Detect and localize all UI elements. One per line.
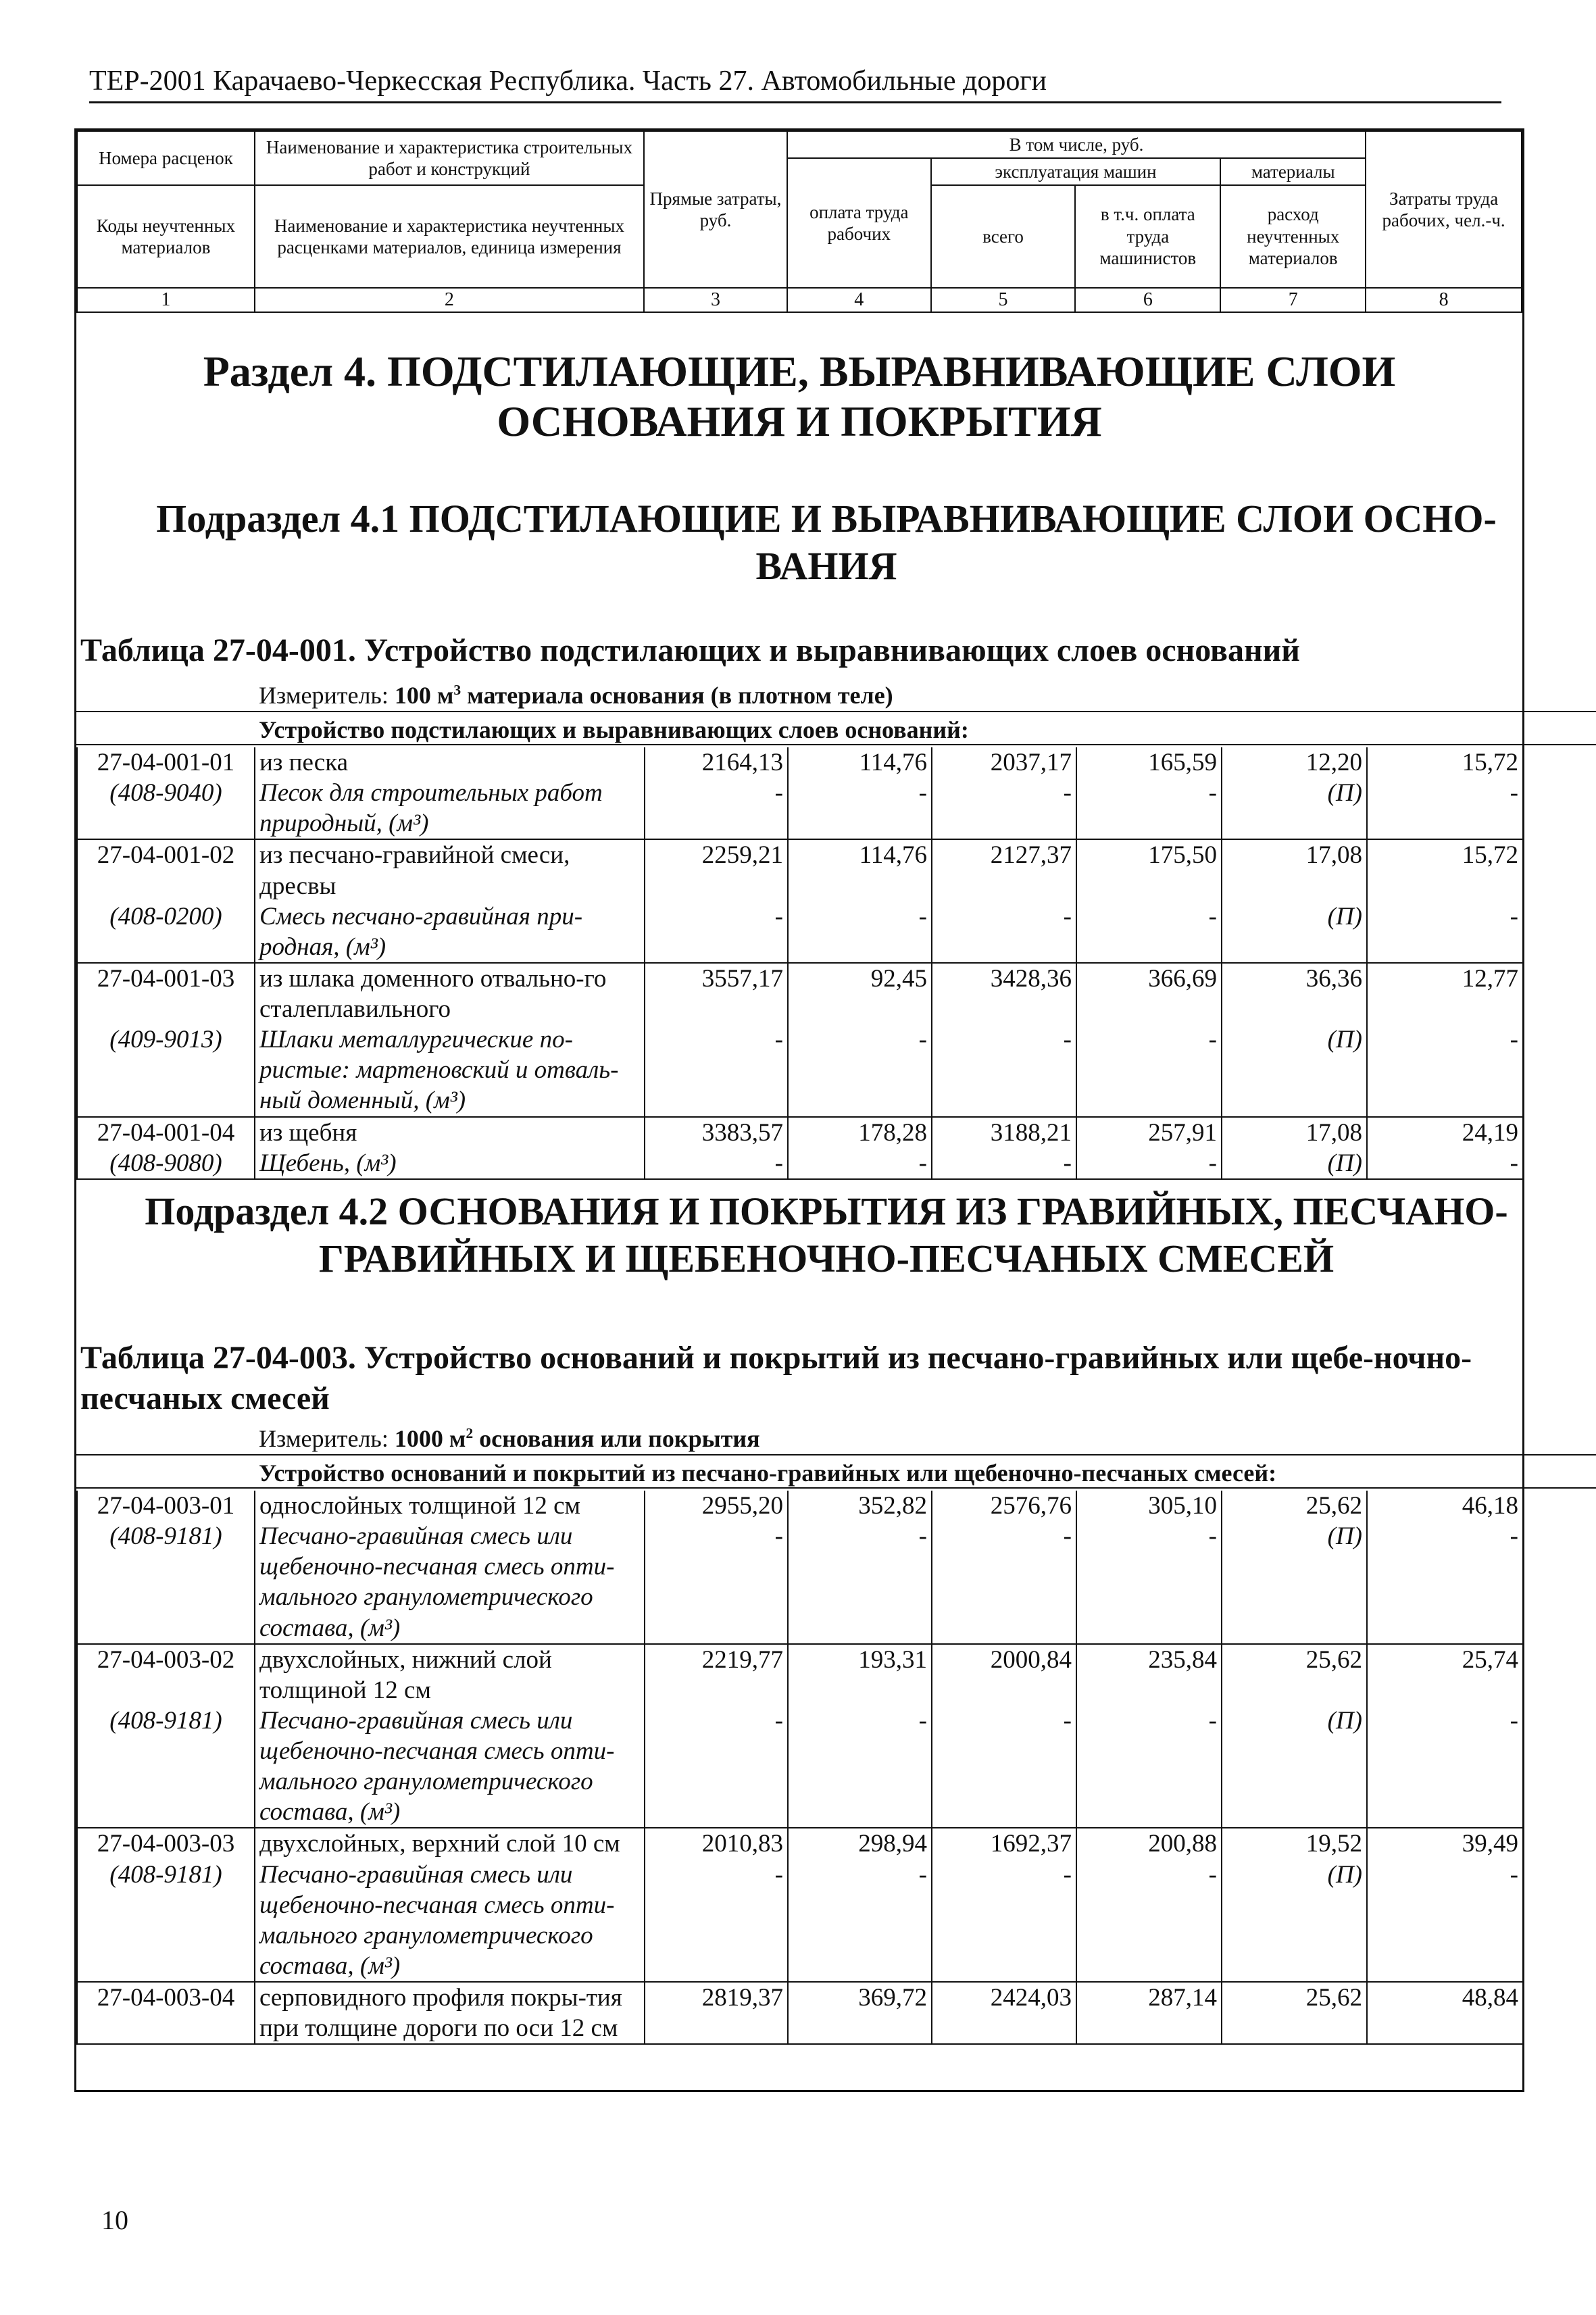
material-code: (408-9080) — [77, 1148, 255, 1179]
group-heading: Устройство оснований и покрытий из песчано-гравийных или щебеночно-песчаных смесей: — [76, 1459, 1596, 1489]
material-worker-wages: - — [788, 901, 932, 963]
rate-row — [77, 1828, 1523, 1859]
machines-total: 1692,37 — [932, 1828, 1076, 1859]
rate-code: 27-04-001-03 — [77, 963, 255, 1024]
material-machines-total: - — [932, 1024, 1076, 1116]
col3-header: Прямые затраты, руб. — [644, 131, 787, 288]
material-code: (408-9181) — [77, 1521, 255, 1644]
material-code: (408-9181) — [77, 1860, 255, 1983]
rate-row — [77, 1117, 1523, 1148]
material-name: Песчано-гравийная смесь или щебеночно-песчаная смесь опти-мального гранулометрического состава, (м³) — [255, 1860, 645, 1983]
material-code: (409-9013) — [77, 1024, 255, 1116]
material-machinist-wages: - — [1076, 1521, 1222, 1644]
column-number: 2 — [255, 288, 644, 312]
machines-total: 2127,37 — [932, 839, 1076, 901]
materials-cost: 19,52 — [1222, 1828, 1367, 1859]
material-machinist-wages: - — [1076, 1706, 1222, 1828]
rate-row — [77, 839, 1523, 901]
material-worker-wages: - — [788, 1148, 932, 1179]
material-consumption: (П) — [1222, 1024, 1367, 1116]
subsection-title: Подраздел 4.2 ОСНОВАНИЯ И ПОКРЫТИЯ ИЗ ГРАВИЙНЫХ, ПЕСЧАНО-ГРАВИЙНЫХ И ЩЕБЕНОЧНО-ПЕСЧАНЫХ СМЕСЕЙ — [145, 1189, 1508, 1280]
materials-cost: 25,62 — [1222, 1644, 1367, 1706]
machines-total: 2576,76 — [932, 1491, 1076, 1521]
material-machines-total: - — [932, 1706, 1076, 1828]
work-description: из щебня — [255, 1117, 645, 1148]
table-title: Таблица 27-04-003. Устройство оснований и покрытий из песчано-гравийных или щебе-ночно-песчаных смесей — [80, 1340, 1472, 1416]
direct-costs: 3557,17 — [645, 963, 788, 1024]
page-number: 10 — [101, 2205, 128, 2235]
material-worker-wages: - — [788, 1860, 932, 1983]
material-consumption: (П) — [1222, 1148, 1367, 1179]
materials-cost: 12,20 — [1222, 747, 1367, 778]
machinist-wages: 200,88 — [1076, 1828, 1222, 1859]
material-name: Шлаки металлургические по-ристые: мартеновский и отваль-ный доменный, (м³) — [255, 1024, 645, 1116]
labor-hours: 25,74 — [1367, 1644, 1523, 1706]
meter-prefix: Измеритель: — [259, 1425, 395, 1452]
material-name: Песчано-гравийная смесь или щебеночно-песчаная смесь опти-мального гранулометрического состава, (м³) — [255, 1521, 645, 1644]
rate-code: 27-04-001-02 — [77, 839, 255, 901]
material-name: Щебень, (м³) — [255, 1148, 645, 1179]
labor-hours: 15,72 — [1367, 839, 1523, 901]
machinist-wages: 235,84 — [1076, 1644, 1222, 1706]
table-meter — [76, 1424, 1596, 1455]
meter-sup: 2 — [466, 1425, 474, 1441]
machines-total: 3188,21 — [932, 1117, 1076, 1148]
group-heading: Устройство подстилающих и выравнивающих слоев оснований: — [76, 716, 1596, 745]
material-machines-total: - — [932, 1521, 1076, 1644]
worker-wages: 92,45 — [788, 963, 932, 1024]
col1-header-top: Номера расценок — [77, 131, 255, 185]
material-consumption: (П) — [1222, 1706, 1367, 1828]
work-description: серповидного профиля покры-тия при толщине дороги по оси 12 см — [255, 1982, 645, 2044]
direct-costs: 2259,21 — [645, 839, 788, 901]
column-number: 8 — [1366, 288, 1522, 312]
material-direct-costs: - — [645, 1024, 788, 1116]
rate-code: 27-04-003-01 — [77, 1491, 255, 1521]
labor-hours: 12,77 — [1367, 963, 1523, 1024]
section-title: Раздел 4. ПОДСТИЛАЮЩИЕ, ВЫРАВНИВАЮЩИЕ СЛОИ ОСНОВАНИЯ И ПОКРЫТИЯ — [203, 347, 1396, 445]
col2-header-top: Наименование и характеристика строительных работ и конструкций — [255, 131, 644, 185]
material-labor-hours: - — [1367, 1148, 1523, 1179]
rate-code: 27-04-001-01 — [77, 747, 255, 778]
column-header-table — [76, 130, 1522, 313]
material-labor-hours: - — [1367, 778, 1523, 839]
material-labor-hours: - — [1367, 1024, 1523, 1116]
rates-table-27-04-003 — [76, 1491, 1524, 2045]
material-consumption: (П) — [1222, 1521, 1367, 1644]
material-row — [77, 1024, 1523, 1116]
machines-total: 2037,17 — [932, 747, 1076, 778]
material-row — [77, 778, 1523, 839]
material-row — [77, 1148, 1523, 1179]
machinist-wages: 305,10 — [1076, 1491, 1222, 1521]
rate-code: 27-04-003-03 — [77, 1828, 255, 1859]
table-meter — [76, 681, 1596, 712]
material-worker-wages: - — [788, 1521, 932, 1644]
running-header: ТЕР-2001 Карачаево-Черкесская Республика. Часть 27. Автомобильные дороги — [89, 65, 1501, 103]
material-code: (408-9040) — [77, 778, 255, 839]
machinist-wages: 287,14 — [1076, 1982, 1222, 2044]
direct-costs: 2164,13 — [645, 747, 788, 778]
machines-total: 2424,03 — [932, 1982, 1076, 2044]
material-machines-total: - — [932, 778, 1076, 839]
material-direct-costs: - — [645, 1148, 788, 1179]
labor-hours: 15,72 — [1367, 747, 1523, 778]
labor-hours: 24,19 — [1367, 1117, 1523, 1148]
material-worker-wages: - — [788, 1024, 932, 1116]
labor-hours: 46,18 — [1367, 1491, 1523, 1521]
direct-costs: 2010,83 — [645, 1828, 788, 1859]
labor-hours: 48,84 — [1367, 1982, 1523, 2044]
material-direct-costs: - — [645, 1521, 788, 1644]
rate-row — [77, 1491, 1523, 1521]
meter-prefix: Измеритель: — [259, 682, 395, 709]
rate-row — [77, 1982, 1523, 2044]
machines-total: 2000,84 — [932, 1644, 1076, 1706]
work-description: из песчано-гравийной смеси, дресвы — [255, 839, 645, 901]
material-machinist-wages: - — [1076, 1024, 1222, 1116]
material-worker-wages: - — [788, 1706, 932, 1828]
work-description: двухслойных, нижний слой толщиной 12 см — [255, 1644, 645, 1706]
material-machines-total: - — [932, 1860, 1076, 1983]
table-body-2 — [76, 1491, 1522, 2045]
materials-cost: 25,62 — [1222, 1491, 1367, 1521]
direct-costs: 2955,20 — [645, 1491, 788, 1521]
column-number: 7 — [1220, 288, 1366, 312]
rate-row — [77, 963, 1523, 1024]
direct-costs: 3383,57 — [645, 1117, 788, 1148]
machinist-wages: 366,69 — [1076, 963, 1222, 1024]
work-description: из песка — [255, 747, 645, 778]
meter-value: 1000 м — [394, 1425, 466, 1452]
material-consumption: (П) — [1222, 778, 1367, 839]
materials-header: материалы — [1220, 158, 1366, 185]
rate-row — [77, 747, 1523, 778]
incl-header: В том числе, руб. — [787, 131, 1366, 158]
column-number: 1 — [77, 288, 255, 312]
table-body-1 — [76, 747, 1522, 1180]
rates-table-27-04-001 — [76, 747, 1524, 1180]
material-name: Песчано-гравийная смесь или щебеночно-песчаная смесь опти-мального гранулометрического состава, (м³) — [255, 1706, 645, 1828]
machinist-wages: 175,50 — [1076, 839, 1222, 901]
material-machinist-wages: - — [1076, 778, 1222, 839]
material-direct-costs: - — [645, 1860, 788, 1983]
material-direct-costs: - — [645, 1706, 788, 1828]
subsection-title: Подраздел 4.1 ПОДСТИЛАЮЩИЕ И ВЫРАВНИВАЮЩИЕ СЛОИ ОСНО-ВАНИЯ — [156, 497, 1497, 588]
material-machinist-wages: - — [1076, 901, 1222, 963]
worker-wages: 193,31 — [788, 1644, 932, 1706]
column-number: 4 — [787, 288, 931, 312]
price-table-sheet — [74, 128, 1524, 2092]
material-row — [77, 901, 1523, 963]
material-machinist-wages: - — [1076, 1148, 1222, 1179]
col1-header-bottom: Коды неучтенных материалов — [77, 185, 255, 288]
col5-header: всего — [931, 185, 1076, 288]
material-row — [77, 1706, 1523, 1828]
column-number: 6 — [1075, 288, 1220, 312]
machines-header: эксплуатация машин — [931, 158, 1221, 185]
material-name: Песок для строительных работ природный, (м³) — [255, 778, 645, 839]
column-number: 5 — [931, 288, 1076, 312]
work-description: из шлака доменного отвально-го сталеплавильного — [255, 963, 645, 1024]
worker-wages: 114,76 — [788, 747, 932, 778]
material-machines-total: - — [932, 1148, 1076, 1179]
col4-header: оплата труда рабочих — [787, 158, 931, 288]
meter-sup: 3 — [453, 682, 462, 698]
column-number: 3 — [644, 288, 787, 312]
materials-cost: 25,62 — [1222, 1982, 1367, 2044]
meter-value: 100 м — [394, 682, 454, 709]
col2-header-bottom: Наименование и характеристика неучтенных расценками материалов, единица измерения — [255, 185, 644, 288]
material-code: (408-0200) — [77, 901, 255, 963]
work-description: двухслойных, верхний слой 10 см — [255, 1828, 645, 1859]
materials-cost: 17,08 — [1222, 1117, 1367, 1148]
rate-code: 27-04-003-02 — [77, 1644, 255, 1706]
col6-header: в т.ч. оплата труда машинистов — [1075, 185, 1220, 288]
material-row — [77, 1521, 1523, 1644]
materials-cost: 36,36 — [1222, 963, 1367, 1024]
col8-header: Затраты труда рабочих, чел.-ч. — [1366, 131, 1522, 288]
worker-wages: 369,72 — [788, 1982, 932, 2044]
material-name: Смесь песчано-гравийная при-родная, (м³) — [255, 901, 645, 963]
worker-wages: 352,82 — [788, 1491, 932, 1521]
table-title: Таблица 27-04-001. Устройство подстилающих и выравнивающих слоев оснований — [80, 632, 1300, 668]
direct-costs: 2219,77 — [645, 1644, 788, 1706]
material-labor-hours: - — [1367, 901, 1523, 963]
col7-header: расход неучтенных материалов — [1220, 185, 1366, 288]
meter-rest: материала основания (в плотном теле) — [461, 682, 893, 709]
rate-code: 27-04-001-04 — [77, 1117, 255, 1148]
material-direct-costs: - — [645, 901, 788, 963]
rate-code: 27-04-003-04 — [77, 1982, 255, 2044]
worker-wages: 114,76 — [788, 839, 932, 901]
labor-hours: 39,49 — [1367, 1828, 1523, 1859]
material-labor-hours: - — [1367, 1521, 1523, 1644]
worker-wages: 298,94 — [788, 1828, 932, 1859]
worker-wages: 178,28 — [788, 1117, 932, 1148]
machinist-wages: 257,91 — [1076, 1117, 1222, 1148]
material-consumption: (П) — [1222, 1860, 1367, 1983]
material-machines-total: - — [932, 901, 1076, 963]
direct-costs: 2819,37 — [645, 1982, 788, 2044]
material-worker-wages: - — [788, 778, 932, 839]
machinist-wages: 165,59 — [1076, 747, 1222, 778]
material-consumption: (П) — [1222, 901, 1367, 963]
meter-rest: основания или покрытия — [473, 1425, 760, 1452]
rate-row — [77, 1644, 1523, 1706]
material-row — [77, 1860, 1523, 1983]
material-labor-hours: - — [1367, 1860, 1523, 1983]
machines-total: 3428,36 — [932, 963, 1076, 1024]
material-labor-hours: - — [1367, 1706, 1523, 1828]
materials-cost: 17,08 — [1222, 839, 1367, 901]
material-machinist-wages: - — [1076, 1860, 1222, 1983]
work-description: однослойных толщиной 12 см — [255, 1491, 645, 1521]
material-code: (408-9181) — [77, 1706, 255, 1828]
material-direct-costs: - — [645, 778, 788, 839]
